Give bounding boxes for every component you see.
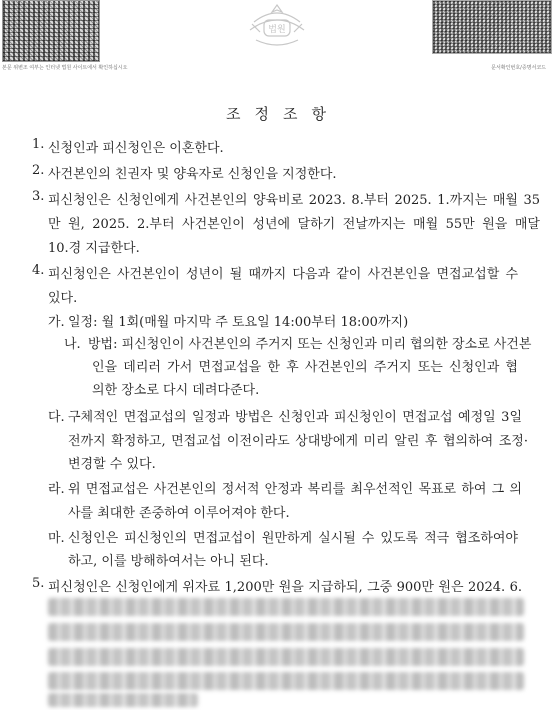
subitem-number: 라. [48, 482, 65, 497]
subitem-number: 가. [48, 315, 65, 330]
redacted-line [48, 623, 524, 641]
redacted-line [48, 598, 524, 616]
subitem-text: 신청인은 피신청인의 면접교섭이 원만하게 실시될 수 있도록 적극 협조하여야 [68, 531, 518, 546]
subitem-text: 일정: 월 1회(매월 마지막 주 토요일 14:00부터 18:00까지) [68, 315, 409, 330]
page-title: 조정조항 [226, 105, 340, 123]
verification-note: 본문 위변조 여부는 인터넷 법원 사이트에서 확인하십시오 [2, 65, 128, 71]
item-text: 사건본인의 친권자 및 양육자로 신청인을 지정한다. [48, 167, 337, 182]
item-text: 피신청인은 사건본인이 성년이 될 때까지 다음과 같이 사건본인을 면접교섭할 수 [48, 267, 518, 282]
item-number: 4. [32, 263, 45, 278]
item-text: 있다. [48, 291, 78, 306]
item-text: 피신청인은 신청인에게 위자료 1,200만 원을 지급하되, 그중 900만 원은 2024. 6. [48, 580, 522, 595]
redacted-line [48, 693, 198, 707]
subitem-text: 변경할 수 있다. [68, 457, 156, 472]
subitem-text: 위 면접교섭은 사건본인의 정서적 안정과 복리를 최우선적인 목표로 하여 그 의 [68, 482, 522, 497]
subitem-text: 사를 최대한 존중하여 이루어져야 한다. [68, 506, 290, 521]
document-code-note: 문서확인번호/증명서코드 [491, 65, 546, 71]
subitem-number: 마. [48, 531, 65, 546]
subitem-text: 전까지 확정하고, 면접교섭 이전이라도 상대방에게 미리 알린 후 협의하여 조정· [68, 434, 528, 449]
item-number: 1. [32, 137, 45, 152]
item-number: 5. [32, 576, 45, 591]
barcode-left [2, 0, 100, 62]
seal-text: 법원 [268, 25, 286, 35]
subitem-text: 하고, 이를 방해하여서는 아니 된다. [68, 554, 269, 569]
court-seal-icon [242, 2, 312, 50]
subitem-text: 구체적인 면접교섭의 일정과 방법은 신청인과 피신청인이 면접교섭 예정일 3일 [68, 410, 522, 425]
barcode-right [432, 0, 552, 54]
subitem-number: 다. [48, 410, 65, 425]
item-text: 만 원, 2025. 2.부터 사건본인이 성년에 달하기 전날까지는 매월 55만 원을 매달 [48, 217, 540, 232]
item-number: 2. [32, 163, 45, 178]
item-number: 3. [32, 189, 45, 204]
subitem-text: 인을 데리러 가서 면접교섭을 한 후 사건본인의 주거지 또는 신청인과 협 [92, 360, 518, 375]
item-text: 신청인과 피신청인은 이혼한다. [48, 141, 224, 156]
redacted-line [48, 672, 524, 690]
subitem-number: 나. [64, 337, 81, 352]
item-text: 피신청인은 신청인에게 사건본인의 양육비로 2023. 8.부터 2025. 1.까지는 매월 35 [48, 193, 540, 208]
subitem-text: 의한 장소로 다시 데려다준다. [92, 383, 260, 398]
item-text: 10.경 지급한다. [48, 241, 140, 256]
redacted-line [48, 648, 524, 666]
subitem-text: 방법: 피신청인이 사건본인의 주거지 또는 신청인과 미리 협의한 장소로 사건본 [88, 337, 532, 352]
